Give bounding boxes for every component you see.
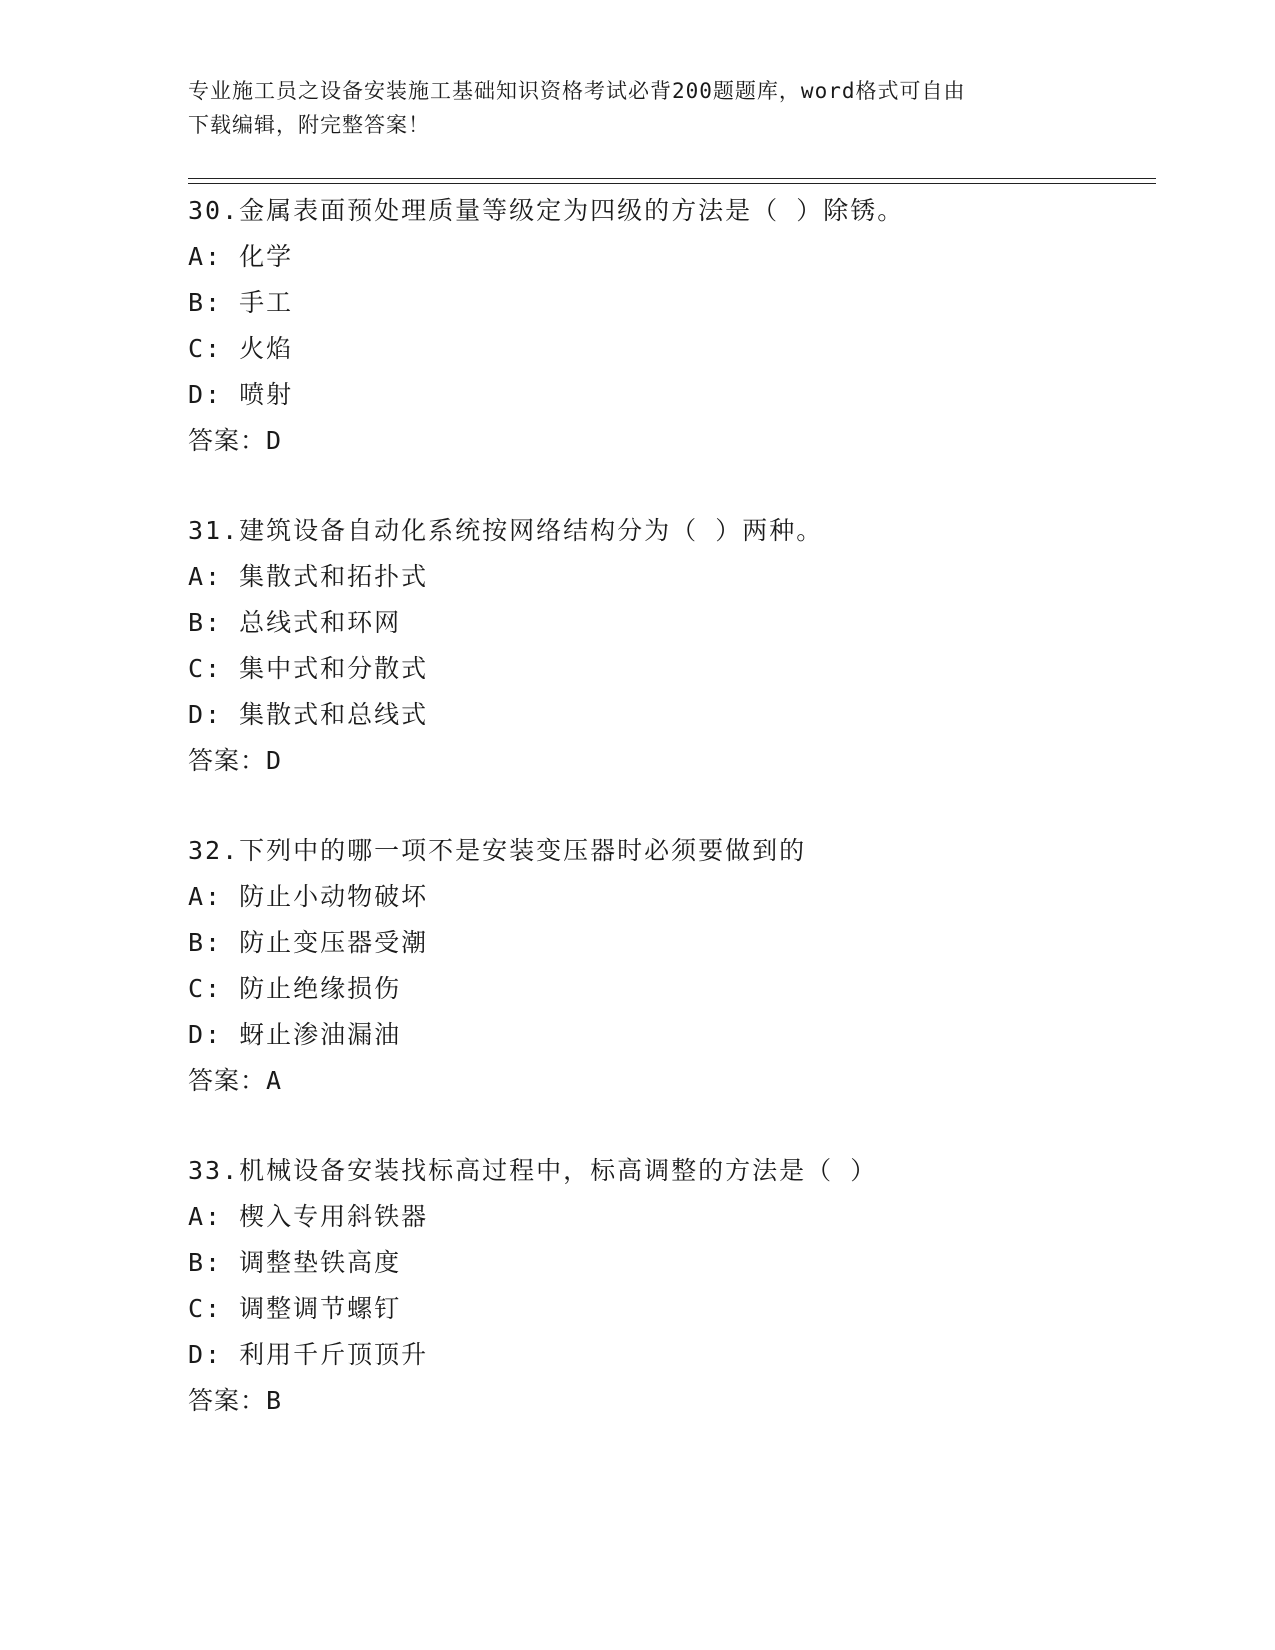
answer: 答案：D	[188, 746, 283, 775]
option-a: A: 防止小动物破坏	[188, 882, 429, 911]
question-title: 31.建筑设备自动化系统按网络结构分为（ ）两种。	[188, 516, 824, 545]
option-c: C: 调整调节螺钉	[188, 1294, 402, 1323]
option-d: D: 利用千斤顶顶升	[188, 1340, 429, 1369]
option-c: C: 火焰	[188, 334, 294, 363]
option-b: B: 总线式和环网	[188, 608, 402, 637]
answer: 答案：B	[188, 1386, 283, 1415]
question-block	[188, 828, 1156, 1104]
header-divider-top	[188, 178, 1156, 179]
answer: 答案：D	[188, 426, 283, 455]
header-line-2: 下载编辑，附完整答案！	[188, 113, 430, 137]
option-b: B: 调整垫铁高度	[188, 1248, 402, 1277]
option-d: D: 集散式和总线式	[188, 700, 429, 729]
question-title: 33.机械设备安装找标高过程中，标高调整的方法是（ ）	[188, 1156, 878, 1185]
answer: 答案：A	[188, 1066, 283, 1095]
document-header	[188, 74, 1068, 142]
option-a: A: 楔入专用斜铁器	[188, 1202, 429, 1231]
option-c: C: 防止绝缘损伤	[188, 974, 402, 1003]
option-b: B: 防止变压器受潮	[188, 928, 429, 957]
option-d: D: 喷射	[188, 380, 294, 409]
question-title: 30.金属表面预处理质量等级定为四级的方法是（ ）除锈。	[188, 196, 905, 225]
header-line-1: 专业施工员之设备安装施工基础知识资格考试必背200题题库，word格式可自由	[188, 79, 966, 103]
header-divider-bottom	[188, 183, 1156, 184]
option-c: C: 集中式和分散式	[188, 654, 429, 683]
option-a: A: 化学	[188, 242, 294, 271]
option-b: B: 手工	[188, 288, 294, 317]
question-title: 32.下列中的哪一项不是安装变压器时必须要做到的	[188, 836, 807, 865]
option-d: D: 蚜止渗油漏油	[188, 1020, 402, 1049]
option-a: A: 集散式和拓扑式	[188, 562, 429, 591]
question-block	[188, 188, 1156, 464]
question-block	[188, 508, 1156, 784]
question-block	[188, 1148, 1156, 1424]
